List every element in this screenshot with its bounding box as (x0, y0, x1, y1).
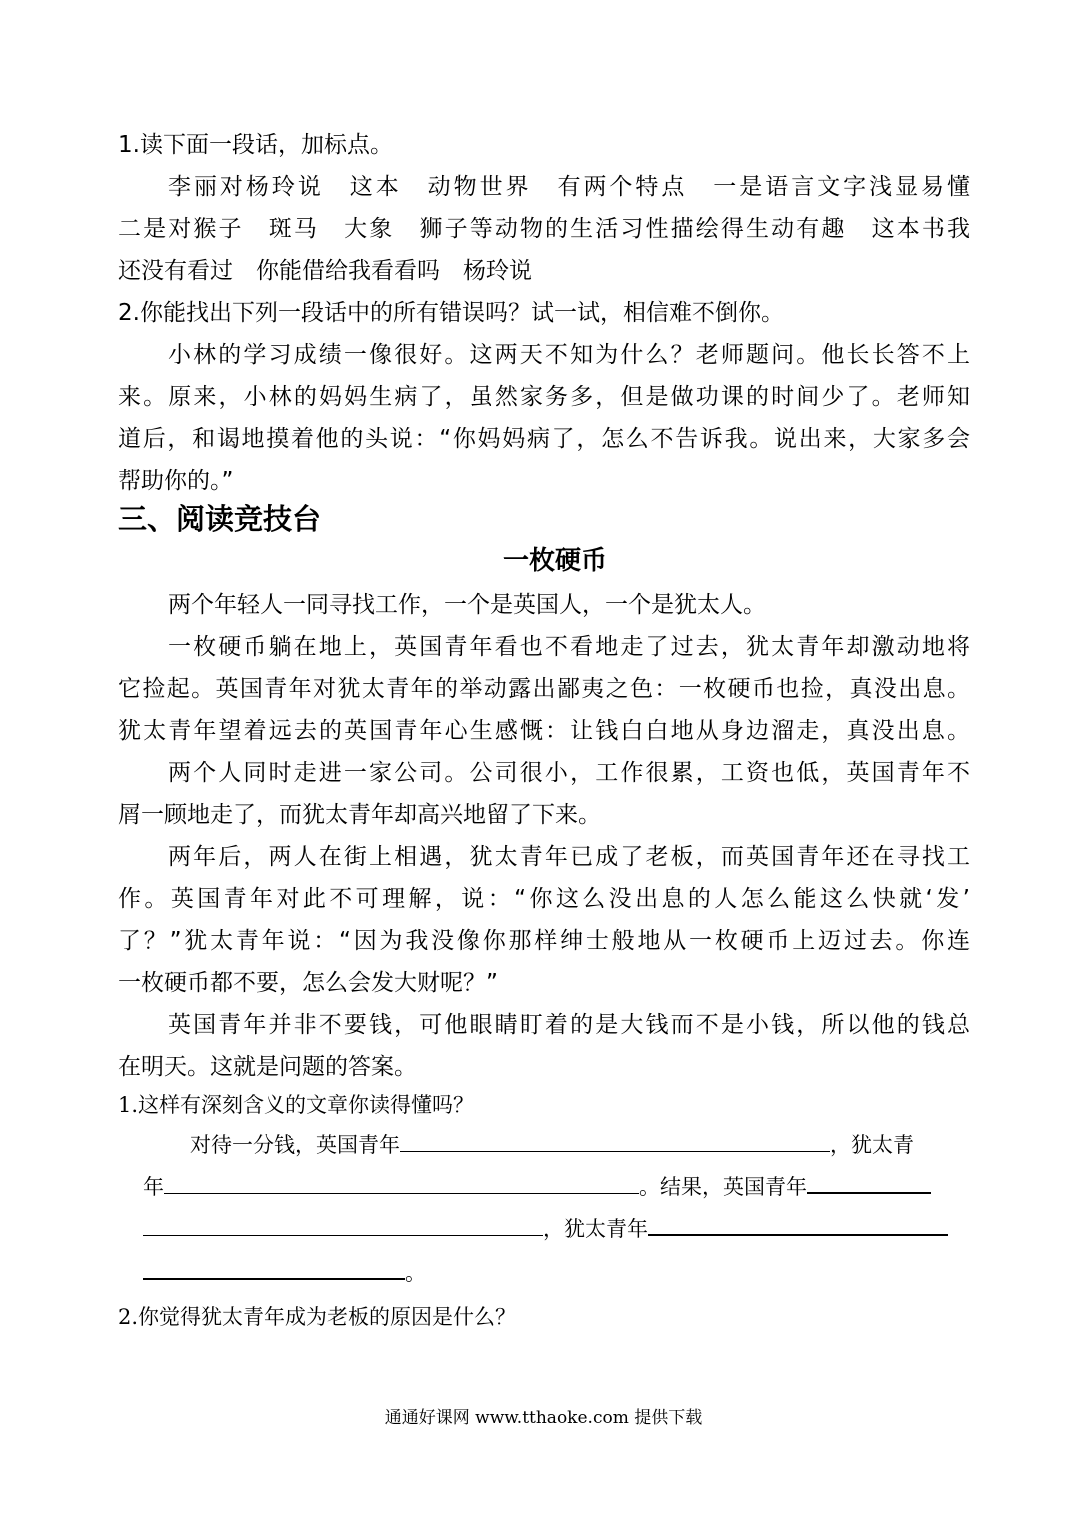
exercise2-prompt: 2.你能找出下列一段话中的所有错误吗？试一试，相信难不倒你。 (118, 300, 784, 326)
answer-blank-english-result[interactable] (143, 1211, 543, 1236)
question1-prompt: 1.这样有深刻含义的文章你读得懂吗？ (118, 1093, 475, 1117)
article-line-2: 一枚硬币躺在地上，英国青年看也不看地走了过去，犹太青年却激动地将 (168, 634, 970, 660)
exercise2-line-1: 小林的学习成绩一像很好。这两天不知为什么？老师题问。他长长答不上 (168, 342, 970, 368)
section-heading: 三、阅读竞技台 (118, 502, 322, 536)
answer-blank-english-result-start[interactable] (807, 1168, 931, 1194)
question1-text-f: 。 (405, 1261, 426, 1285)
article-line-4: 犹太青年望着远去的英国青年心生感慨：让钱白白地从身边溜走，真没出息。 (118, 718, 970, 744)
answer-blank-english-attitude[interactable] (400, 1127, 830, 1152)
exercise1-line-1: 李丽对杨玲说 这本 动物世界 有两个特点 一是语言文字浅显易懂 (168, 174, 970, 200)
exercise2-line-3: 道后，和谒地摸着他的头说：“你妈妈病了，怎么不告诉我。说出来，大家多会 (118, 426, 970, 452)
article-line-9: 了？”犹太青年说：“因为我没像你那样绅士般地从一枚硬币上迈过去。你连 (118, 928, 970, 954)
question1-text-b: ，犹太青 (830, 1133, 914, 1157)
question1-answer-line-4 (143, 1252, 970, 1294)
article-line-5: 两个人同时走进一家公司。公司很小，工作很累，工资也低，英国青年不 (168, 760, 970, 786)
article-line-6: 屑一顾地走了，而犹太青年却高兴地留了下来。 (118, 802, 601, 828)
exercise1-prompt: 1.读下面一段话，加标点。 (118, 132, 393, 158)
article-title: 一枚硬币 (502, 546, 607, 576)
exercise1-line-3: 还没有看过 你能借给我看看吗 杨玲说 (118, 258, 532, 284)
question1-answer-line-3 (143, 1208, 970, 1250)
question1-text-c: 年 (143, 1175, 164, 1199)
question1-text-a: 对待一分钱，英国青年 (190, 1133, 400, 1157)
question1-answer-line-2 (143, 1166, 970, 1208)
question1-text-d: 。结果，英国青年 (639, 1175, 807, 1199)
exercise1-line-2: 二是对猴子 斑马 大象 狮子等动物的生活习性描绘得生动有趣 这本书我 (118, 216, 970, 242)
article-line-10: 一枚硬币都不要，怎么会发大财呢？” (118, 970, 498, 996)
answer-blank-jewish-result[interactable] (143, 1254, 405, 1280)
answer-blank-jewish-attitude[interactable] (164, 1169, 639, 1194)
article-line-8: 作。英国青年对此不可理解，说：“你这么没出息的人怎么能这么快就‘发’ (118, 886, 970, 912)
article-line-11: 英国青年并非不要钱，可他眼睛盯着的是大钱而不是小钱，所以他的钱总 (168, 1012, 970, 1038)
question1-text-e: ，犹太青年 (543, 1217, 648, 1241)
article-line-7: 两年后，两人在街上相遇，犹太青年已成了老板，而英国青年还在寻找工 (168, 844, 970, 870)
question2-prompt: 2.你觉得犹太青年成为老板的原因是什么？ (118, 1305, 517, 1329)
article-line-3: 它捡起。英国青年对犹太青年的举动露出鄙夷之色：一枚硬币也捡，真没出息。 (118, 676, 970, 702)
page-footer: 通通好课网 www.tthaoke.com 提供下载 (384, 1408, 703, 1428)
article-line-1: 两个年轻人一同寻找工作，一个是英国人，一个是犹太人。 (168, 592, 766, 618)
article-line-12: 在明天。这就是问题的答案。 (118, 1054, 417, 1080)
exercise2-line-2: 来。原来，小林的妈妈生病了，虽然家务多，但是做功课的时间少了。老师知 (118, 384, 970, 410)
answer-blank-jewish-result-start[interactable] (648, 1210, 948, 1236)
exercise2-line-4: 帮助你的。” (118, 468, 234, 494)
question1-answer-line-1 (190, 1124, 970, 1166)
